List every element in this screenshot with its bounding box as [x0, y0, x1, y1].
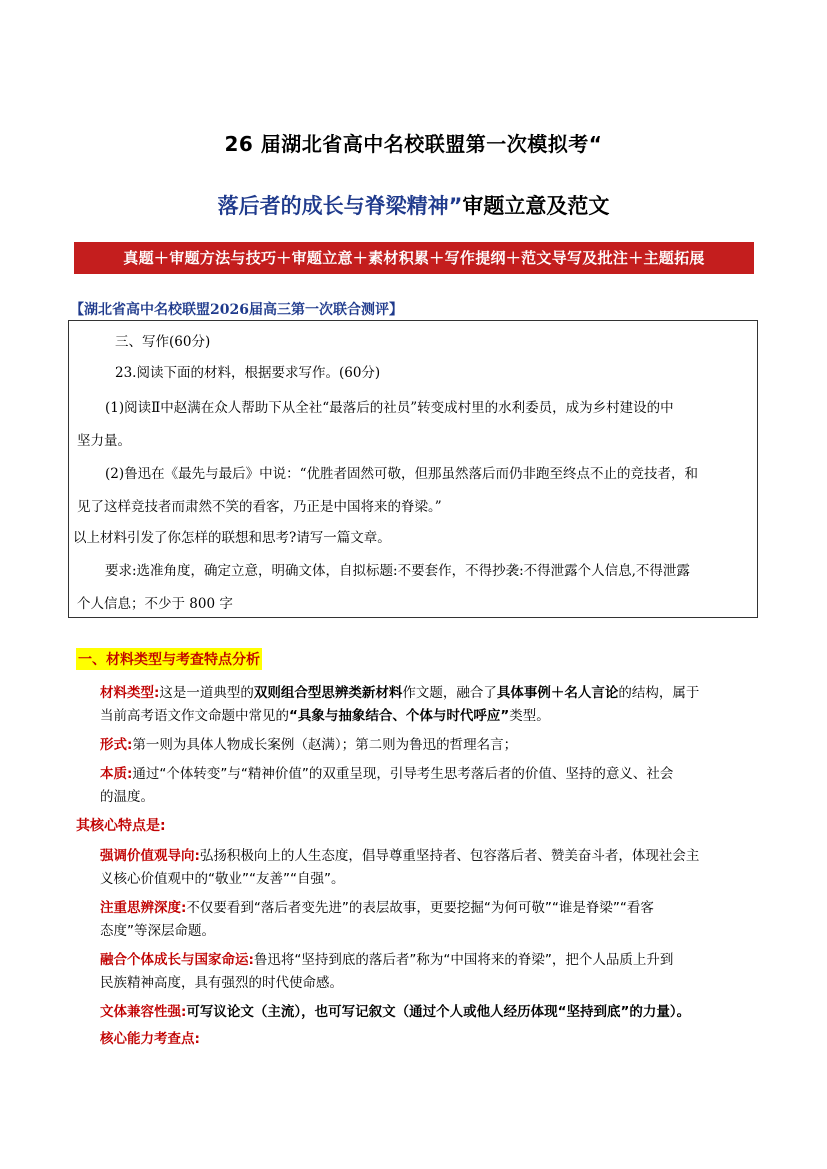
core-point-5: 核心能力考查点: [100, 1031, 200, 1047]
core-point-2-line1: 注重思辨深度:不仅要看到“落后者变先进”的表层故事，更要挖掘“为何可敬”“谁是脊梁”“看客 [100, 900, 654, 916]
material-1-line2: 坚力量。 [77, 433, 131, 449]
core-heading: 其核心特点是: [76, 818, 166, 834]
content-banner: 真题＋审题方法与技巧＋审题立意＋素材积累＋写作提纲＋范文导写及批注＋主题拓展 [74, 242, 754, 274]
core-point-4: 文体兼容性强:可写议论文（主流），也可写记叙文（通过个人或他人经历体现“坚持到底”的力量）。 [100, 1004, 691, 1020]
form-label: 形式: [100, 737, 133, 753]
question-ask: 以上材料引发了你怎样的联想和思考?请写一篇文章。 [73, 530, 391, 546]
core-point-3-line1: 融合个体成长与国家命运:鲁迅将“坚持到底的落后者”称为“中国将来的脊梁”，把个人品质上升到 [100, 952, 674, 968]
exam-source: 【湖北省高中名校联盟2026届高三第一次联合测评】 [70, 302, 403, 318]
material-2-line1: (2)鲁迅在《最先与最后》中说：“优胜者固然可敬，但那虽然落后而仍非跑至终点不止的竞技者，和 [105, 466, 699, 482]
essence-line1: 本质:通过“个体转变”与“精神价值”的双重呈现，引导考生思考落后者的价值、坚持的意义、社会 [100, 766, 674, 782]
question-box [68, 320, 758, 618]
requirements-line2: 个人信息；不少于 800 字 [77, 596, 233, 612]
material-2-line2: 见了这样竞技者而肃然不笑的看客，乃正是中国将来的脊梁。” [77, 499, 442, 515]
material-1-line1: (1)阅读Ⅱ中赵满在众人帮助下从全社“最落后的社员”转变成村里的水利委员，成为乡村建设的中 [105, 400, 674, 416]
core-point-2-line2: 态度”等深层命题。 [100, 923, 215, 939]
core-point-1-line1: 强调价值观导向:弘扬积极向上的人生态度，倡导尊重坚持者、包容落后者、赞美奋斗者，体现社会主 [100, 848, 700, 864]
core-point-1-line2: 义核心价值观中的“敬业”“友善”“自强”。 [100, 871, 345, 887]
form-line: 形式:第一则为具体人物成长案例（赵满）；第二则为鲁迅的哲理名言； [100, 737, 518, 753]
title-topic: 落后者的成长与脊梁精神” [217, 194, 463, 218]
core-point-3-line2: 民族精神高度，具有强烈的时代使命感。 [100, 975, 343, 991]
material-type-label: 材料类型: [100, 685, 160, 701]
requirements-line1: 要求:选准角度，确定立意，明确文体，自拟标题:不要套作，不得抄袭:不得泄露个人信息,不得泄露 [105, 563, 690, 579]
analysis-heading: 一、材料类型与考查特点分析 [76, 648, 262, 670]
title-suffix: 审题立意及范文 [462, 194, 610, 218]
document-title-line1: 26 届湖北省高中名校联盟第一次模拟考“ [224, 132, 603, 156]
material-type-line2: 当前高考语文作文命题中常见的“具象与抽象结合、个体与时代呼应”类型。 [100, 708, 550, 724]
essence-line2: 的温度。 [100, 789, 154, 805]
essence-label: 本质: [100, 766, 133, 782]
document-title-line2 [0, 190, 827, 220]
question-prompt: 23.阅读下面的材料，根据要求写作。(60分) [115, 365, 381, 381]
section-label: 三、写作(60分) [115, 334, 211, 350]
material-type-line1: 材料类型:这是一道典型的双则组合型思辨类新材料作文题，融合了具体事例＋名人言论的结构，属于 [100, 685, 700, 701]
